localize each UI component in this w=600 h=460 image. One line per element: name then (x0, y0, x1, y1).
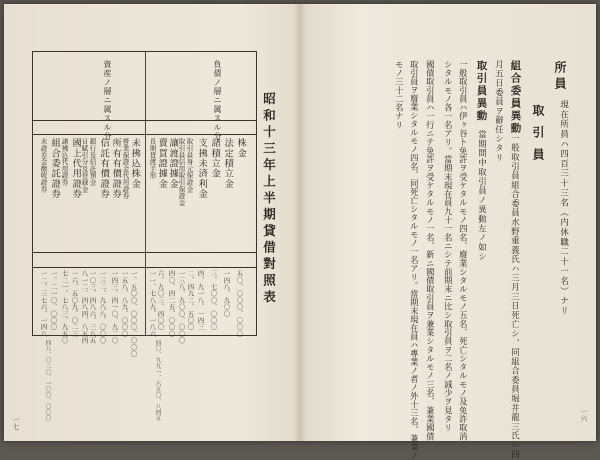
balance-sheet-title: 昭和十三年上半期貸借對照表 (261, 92, 277, 307)
liability-label-4: 取引員身元保證金 (185, 138, 194, 193)
liability-label-5: 取引員信用取引保證金 (177, 138, 186, 206)
asset-label-4: 銀行及信託預金 (88, 138, 97, 186)
document-spread (4, 4, 596, 460)
asset-label-7: 諸拂込代用證券 (60, 138, 69, 186)
liability-amount-1: 一四八、九〇〇 (222, 270, 231, 317)
asset-label-1: 營業保證金代用證券 (121, 138, 130, 200)
liability-amount-3: 四、九一八、一四三 (196, 270, 205, 331)
total-left: 四八、〇二〇、一〇〇、〇〇〇 (44, 340, 51, 422)
asset-amount-4: 一〇三、四八六、三八五 (88, 270, 97, 344)
heading-torihikiin: 取引員 (531, 104, 545, 170)
asset-label-5: 日賦引分及登録金 (80, 138, 89, 193)
left-page-number: 一七 (12, 416, 20, 430)
idou-text-2: シタルモノ各一名アリ。當期末現在員九十一名ニシテ前期末ニ比シ取引員ヲ二名ノ減少ヲ見タリ (443, 60, 454, 432)
liability-amount-0: 五〇、〇〇〇、〇〇〇 (235, 270, 244, 337)
asset-label-3: 信託有價證券 (98, 138, 110, 200)
liability-amount-2: 三、七〇〇、〇〇〇 (209, 270, 218, 331)
asset-amount-1: 一五八、八九、〇〇〇 (120, 270, 129, 337)
liability-amount-4: 二、四九二、五〇〇 (186, 270, 195, 331)
liability-label-7: 賣買證據金 (156, 138, 168, 189)
kumiai-text-1: 一般取引員組合委員水野重義氏ハ三月三日死亡シ、同組合委員堀井龍三氏ハ四 (510, 134, 521, 460)
asset-label-6: 國上代用證券 (70, 138, 82, 200)
idou-text-4: 取引員ヲ廢業シタルモノ四名、同死亡シタルモノ一名アリ。當期末現在員ハ專業ノ者ノ外十三名、兼業ノ (409, 60, 420, 460)
liability-label-8: 長期貸渡手形 (148, 138, 157, 179)
right-page-number: 一六 (580, 408, 588, 422)
liability-amount-8: 一一、七八九、一八六 (148, 270, 157, 337)
asset-amount-2: 一四三、四一〇、九二〇 (110, 270, 119, 344)
kumiai-text-2: 月五日委員ヲ辭任シタリ (494, 60, 505, 163)
liability-label-6: 讓渡證據金 (167, 138, 179, 189)
liability-label-2: 諸積立金 (209, 138, 221, 179)
asset-header: 資産ノ層ニ属スル分 (103, 60, 112, 141)
asset-label-8: 組合委託證券 (49, 138, 61, 200)
asset-label-2: 所有有價證券 (110, 138, 122, 200)
liability-label-3: 支拂未済利金 (196, 138, 208, 200)
asset-label-9: 未證差金徴收證券 (39, 138, 48, 193)
liability-amount-5: 一三八、九〇〇、〇〇〇 (177, 270, 186, 344)
idou-text-3: 國債取引員ハ一行ニテ免許ヲ受ケタルモノ一名、新ニ國債取引員ヲ兼業シタルモノ三名、兼業國債 (425, 60, 436, 441)
table-divider (145, 52, 146, 335)
total-right: 四〇、九九一、六五〇、八四五 (154, 340, 161, 422)
idou-text-1: 一般取引員ハ伊ヶ谷ト免許ヲ受ケタルモノ四名、廢業シタルモノ五名、死亡シタルモノ及免許取消 (458, 60, 469, 441)
liability-amount-7: 六、九〇三、四〇〇 (156, 270, 165, 331)
heading-kumiai: 組合委員異動 (509, 60, 522, 135)
asset-amount-8: 一、二一〇、〇〇〇 (49, 270, 58, 331)
idou-note: 當期間中取引員ノ異動左ノ如シ (477, 130, 488, 262)
heading-shoin: 所員 (553, 61, 567, 93)
asset-amount-6: 一六、五〇九、〇二三 (70, 270, 79, 337)
asset-amount-0: 一、五〇〇、〇〇〇、〇〇〇 (129, 270, 138, 358)
asset-amount-5: 八一二、四八四、八五四 (80, 270, 89, 344)
heading-idou: 取引員異動 (475, 60, 488, 123)
asset-amount-3: 一三二、九八八、〇〇〇 (98, 270, 107, 344)
balance-sheet-table (32, 51, 257, 358)
asset-amount-7: 七二一、七八三、九五〇 (60, 270, 69, 344)
asset-label-0: 未拂込株金 (129, 138, 141, 189)
shoin-text: 現在所員ハ四百三十三名（内休職二十一名）ナリ (558, 100, 569, 316)
liability-amount-6: 四〇、四二五、〇〇〇 (167, 270, 176, 337)
liability-header: 負債ノ層ニ属スル分 (213, 60, 222, 141)
liability-label-1: 法定積立金 (222, 138, 234, 189)
asset-amount-9: 一二、三七六、一四八 (39, 270, 48, 337)
liability-label-0: 株金 (235, 138, 247, 159)
idou-text-5: モノ三十二名ナリ (394, 60, 405, 130)
